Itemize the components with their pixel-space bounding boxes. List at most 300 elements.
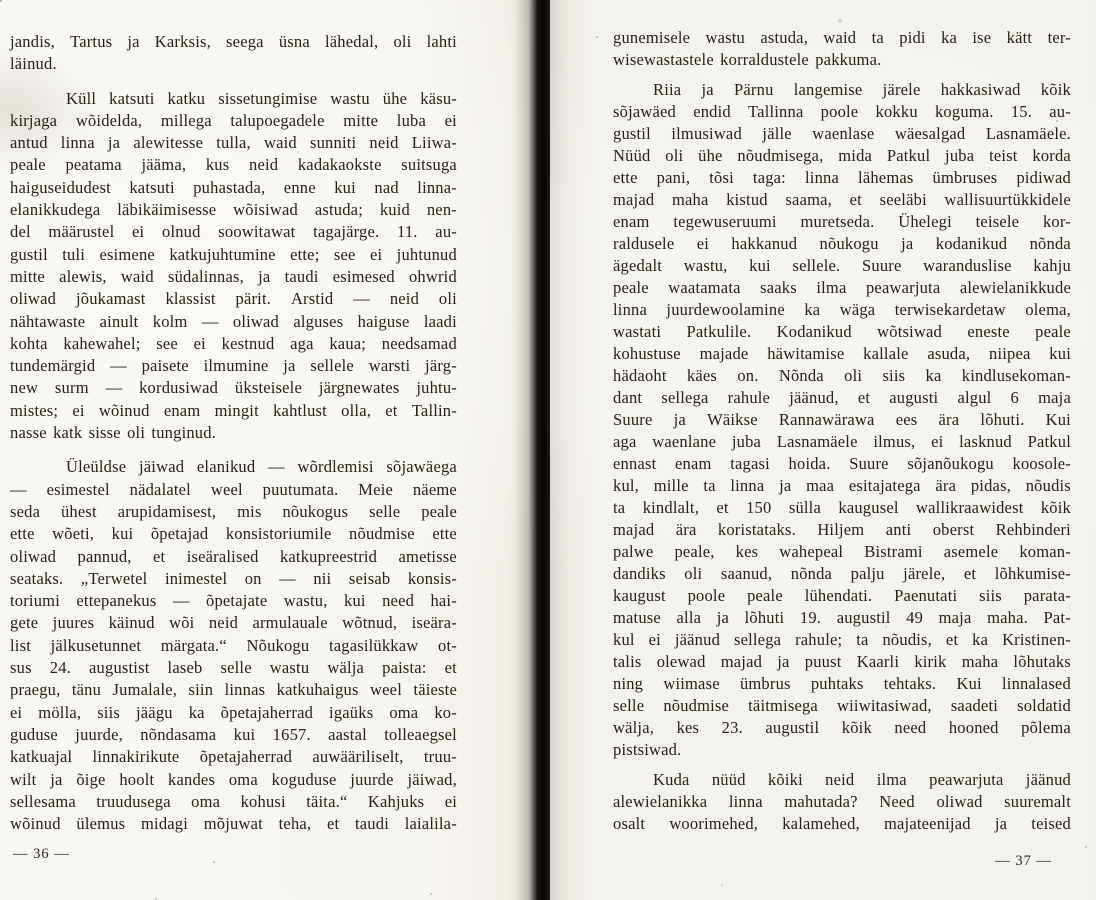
word: laadi: [423, 311, 457, 331]
word: saanud,: [720, 564, 773, 583]
word: wiiwitasiwad,: [837, 696, 932, 715]
text-line: [10, 221, 457, 243]
word: olnud: [162, 222, 201, 242]
text-line: [10, 590, 457, 612]
word: sõjawäega: [386, 457, 457, 477]
word: olewad: [656, 652, 706, 671]
word: list: [10, 635, 31, 655]
word: ilmusiwad: [671, 124, 742, 143]
word: selle: [613, 696, 645, 715]
word: linna: [613, 300, 647, 319]
word: neid: [369, 133, 399, 153]
word: elanikud: [196, 457, 256, 477]
word: ja: [994, 814, 1008, 833]
word: majateenijad: [884, 814, 971, 833]
word: ka: [972, 630, 989, 649]
word: new: [10, 378, 39, 398]
word: nõudis,: [882, 630, 932, 649]
word: sülla: [788, 498, 821, 517]
text-line: [10, 110, 457, 132]
word: märgata.“: [160, 635, 227, 655]
text-line: [10, 311, 457, 333]
word: et: [444, 658, 457, 678]
text-line: [10, 679, 457, 701]
word: mitte: [10, 266, 45, 286]
word: ei: [10, 702, 23, 722]
word: et: [963, 564, 977, 583]
word: —: [110, 356, 127, 376]
word: tagajärge.: [313, 222, 380, 242]
word: pannud,: [77, 546, 132, 566]
word: selle: [220, 658, 252, 678]
word: haiguseidudest: [10, 177, 111, 197]
text-line: [613, 343, 1071, 365]
word: Arstid: [290, 289, 334, 309]
word: lõhkumise-: [994, 564, 1071, 583]
paragraph: [10, 88, 457, 445]
word: puhastada,: [193, 177, 266, 197]
word: iseäralised: [186, 546, 259, 566]
word: paisete: [141, 356, 189, 376]
word: jälle: [762, 124, 792, 143]
word: hakkanud: [731, 234, 798, 253]
word: kadakaokste: [297, 155, 382, 175]
word: astuda;: [314, 200, 363, 220]
word: kaugusel: [838, 498, 899, 517]
word: peale: [10, 155, 46, 175]
word: üksteisele: [234, 378, 302, 398]
word: linnas: [224, 680, 266, 700]
word: talis: [613, 652, 642, 671]
word: nüüd: [711, 770, 746, 789]
word: kodanikud: [935, 234, 1008, 253]
word: täieste: [413, 680, 457, 700]
word: wälja,: [613, 718, 655, 737]
word: neid: [825, 770, 855, 789]
word: —: [268, 457, 285, 477]
word: luba: [396, 110, 427, 130]
word: juba: [945, 146, 975, 165]
word: ja: [777, 652, 790, 671]
word: teha,: [278, 814, 312, 834]
word: käinud: [108, 613, 155, 633]
paragraph: [10, 31, 457, 76]
text-line: [613, 563, 1071, 585]
text-line: [613, 27, 1071, 49]
word: kor-: [1042, 212, 1071, 231]
word: tulla,: [216, 133, 251, 153]
word: Suure: [862, 256, 902, 275]
word: oliwad: [10, 289, 57, 309]
word: käes: [686, 366, 718, 385]
word: ilma: [876, 770, 907, 789]
word: —: [10, 479, 27, 499]
word: sellele.: [792, 256, 841, 275]
word: Riia: [653, 80, 682, 99]
word: Patkul: [1027, 432, 1071, 451]
word: katsuti: [109, 88, 155, 108]
word: peale: [1035, 322, 1071, 341]
word: kahtlust: [273, 400, 327, 420]
word: parata-: [1023, 586, 1071, 605]
word: kul: [613, 630, 635, 649]
word: maa: [806, 476, 835, 495]
word: alla: [676, 608, 702, 627]
text-line: [613, 145, 1071, 167]
word: mingit: [214, 400, 259, 420]
word: niipea: [989, 344, 1031, 363]
word: häwitamise: [767, 344, 845, 363]
word: waid: [264, 133, 297, 153]
word: ja: [258, 266, 271, 286]
word: kõik: [841, 718, 872, 737]
word: südalinnas,: [167, 266, 244, 286]
word: waranduslise: [923, 256, 1012, 275]
word: kohustuse: [613, 344, 681, 363]
word: kui: [1049, 344, 1071, 363]
word: iseära-: [411, 613, 457, 633]
word: Pärnu: [734, 80, 774, 99]
word: oma: [228, 769, 258, 789]
word: jälkusetunnet: [50, 635, 142, 655]
word: midagi: [141, 814, 189, 834]
word: kaugust: [613, 586, 666, 605]
word: puust: [804, 652, 842, 671]
word: nõukogus: [282, 501, 349, 521]
word: kätt: [1006, 28, 1033, 47]
word: majad: [720, 652, 763, 671]
word: antud: [10, 133, 48, 153]
word: selle: [369, 501, 401, 521]
word: kuid: [379, 200, 410, 220]
word: kindlalt,: [642, 498, 700, 517]
word: neid: [249, 155, 279, 175]
word: sõjanõukogu: [907, 454, 994, 473]
text-line: [10, 501, 457, 523]
word: „Terwetel: [80, 568, 148, 588]
word: sellele: [310, 356, 354, 376]
word: nõnda: [1029, 234, 1071, 253]
word: neid: [389, 289, 420, 309]
word: nädalatel: [129, 479, 191, 499]
word: taga:: [752, 168, 786, 187]
word: ühest: [60, 501, 97, 521]
word: määrustel: [48, 222, 115, 242]
word: nähtawaste: [10, 311, 86, 331]
word: lasknud: [959, 432, 1012, 451]
word: oliwad: [936, 792, 983, 811]
word: koman-: [1019, 542, 1071, 561]
word: peale,: [674, 542, 715, 561]
word: põlema: [1021, 718, 1071, 737]
text-line: [10, 244, 457, 266]
word: Bistrami: [864, 542, 923, 561]
word: ei: [444, 110, 457, 130]
word: jääma,: [141, 155, 187, 175]
word: praegu,: [10, 680, 61, 700]
word: 49: [906, 608, 924, 627]
word: wäesalgad: [894, 124, 966, 143]
word: Liiwa-: [411, 133, 457, 153]
word: woorimehed,: [669, 814, 759, 833]
word: 19.: [799, 608, 822, 627]
word: kõik: [1040, 498, 1071, 517]
word: Kaarli: [856, 652, 900, 671]
word: Lasnamäele: [776, 432, 858, 451]
word: suuremalt: [1004, 792, 1071, 811]
word: koosole-: [1012, 454, 1071, 473]
text-line: [613, 211, 1071, 233]
word: augustil: [836, 608, 891, 627]
word: on.: [737, 366, 759, 385]
word: kindlusekoman-: [961, 366, 1071, 385]
word: Kristinen-: [1002, 630, 1071, 649]
paragraph: [10, 456, 457, 835]
text-line: [613, 123, 1071, 145]
word: ära: [675, 520, 697, 539]
word: õpetajate: [206, 591, 268, 611]
word: ei: [369, 244, 383, 264]
word: et: [326, 814, 340, 834]
word: katkujuhtumine: [169, 244, 276, 264]
text-line: [613, 791, 1071, 813]
word: majad: [613, 520, 655, 539]
word: peawarjuta: [929, 770, 1004, 789]
word: jandis,: [10, 32, 55, 51]
text-line: [613, 101, 1071, 123]
word: wastu,: [683, 256, 728, 275]
text-line: [613, 813, 1071, 835]
word: wallikraawidest: [916, 498, 1024, 517]
word: kul,: [613, 476, 640, 495]
word: pani,: [656, 168, 691, 187]
word: ohwrid: [408, 266, 457, 286]
word: dant: [613, 388, 643, 407]
text-line: [10, 154, 457, 176]
word: Jumalale,: [112, 680, 178, 700]
word: —: [201, 311, 219, 331]
word: oberst: [932, 520, 975, 539]
word: gete: [10, 613, 39, 633]
word: asemele: [943, 542, 999, 561]
word: palwe: [613, 542, 654, 561]
text-line: [10, 612, 457, 634]
word: matuse: [613, 608, 661, 627]
word: majad: [613, 190, 655, 209]
word: alewis,: [59, 266, 107, 286]
word: siis: [979, 586, 1002, 605]
text-line: [613, 255, 1071, 277]
word: ametisse: [398, 546, 457, 566]
word: Tallin-: [411, 400, 457, 420]
word: kahewahel;: [63, 333, 141, 353]
word: wõinud: [10, 814, 61, 834]
word: wõeti,: [52, 524, 95, 544]
word: osalt: [613, 814, 646, 833]
text-line: [613, 453, 1071, 475]
word: ta: [871, 28, 884, 47]
word: Nõnda: [778, 366, 824, 385]
word: need: [382, 591, 415, 611]
right-page: [550, 0, 1096, 900]
word: 1657.: [272, 724, 311, 744]
word: konsis-: [407, 568, 457, 588]
word: waenlase: [812, 124, 875, 143]
word: surm: [54, 378, 89, 398]
word: linna-: [417, 177, 457, 197]
word: truu-: [423, 747, 457, 767]
word: inimestel: [164, 568, 228, 588]
word: elanikkudega: [10, 200, 101, 220]
word: wõidelda,: [75, 110, 143, 130]
word: õpetajaherrad: [199, 747, 293, 767]
word: ja: [50, 769, 63, 789]
word: klassist: [165, 289, 216, 309]
word: kõik: [1040, 80, 1071, 99]
word: õpetajaherrad: [220, 702, 314, 722]
word: 23.: [721, 718, 743, 737]
word: ei: [72, 400, 85, 420]
word: linna: [730, 476, 765, 495]
word: ära: [935, 476, 957, 495]
word: enam: [163, 400, 201, 420]
word: kes: [676, 718, 700, 737]
word: tuli: [62, 244, 86, 264]
word: augusti: [889, 388, 939, 407]
word: nõudmisega,: [737, 146, 824, 165]
word: Need: [879, 792, 915, 811]
word: kallale: [863, 344, 909, 363]
word: nii: [313, 568, 332, 588]
word: endid: [693, 102, 731, 121]
word: seeläbi: [879, 190, 927, 209]
word: nõnda: [790, 564, 833, 583]
word: gustil: [10, 244, 48, 264]
word: tagasilükkaw: [328, 635, 419, 655]
word: anti: [885, 520, 912, 539]
word: esimestel: [46, 479, 110, 499]
word: konsistoriumile: [225, 524, 332, 544]
word: järg-: [425, 356, 457, 376]
text-line: [10, 702, 457, 724]
word: et: [385, 400, 398, 420]
word: wastu,: [283, 591, 328, 611]
word: ette: [432, 524, 457, 544]
word: Kuda: [653, 770, 690, 789]
word: sõjawäed: [613, 102, 676, 121]
word: wõisiwad: [233, 200, 298, 220]
word: sellega: [661, 388, 709, 407]
word: Rehbinderi: [995, 520, 1071, 539]
word: aga: [290, 333, 314, 353]
word: mõjuwat: [203, 814, 263, 834]
word: kestnud: [221, 333, 275, 353]
text-line: [613, 651, 1071, 673]
word: —: [353, 289, 370, 309]
word: kirjaga: [10, 110, 58, 130]
word: majade: [699, 344, 749, 363]
left-page-text: [10, 31, 457, 835]
word: seisab: [348, 568, 391, 588]
word: soldatid: [1017, 696, 1071, 715]
word: ter-: [1047, 28, 1071, 47]
text-line: nasse katk sisse oli tunginud.: [10, 423, 217, 443]
word: oli: [684, 564, 703, 583]
text-line: läinud.: [10, 54, 57, 74]
word: haiguse: [357, 311, 410, 331]
word: kistud: [726, 190, 768, 209]
word: ja: [673, 410, 686, 429]
word: wastu: [705, 28, 745, 47]
word: Nüüd: [613, 146, 651, 165]
word: waenlane: [652, 432, 717, 451]
text-line: [10, 288, 457, 310]
word: 15.: [1010, 102, 1033, 121]
word: ümbruses: [932, 168, 998, 187]
text-line: [613, 189, 1071, 211]
word: maja: [938, 608, 972, 627]
word: igaüks: [329, 702, 374, 722]
word: mida: [838, 146, 873, 165]
word: ei: [696, 234, 710, 253]
word: puutumata.: [262, 479, 339, 499]
word: lõhuti.: [980, 410, 1025, 429]
word: kokku: [875, 102, 918, 121]
word: jõukamast: [75, 289, 146, 309]
word: 24.: [49, 658, 71, 678]
word: wastu: [269, 658, 310, 678]
word: järgnewates: [318, 378, 400, 398]
word: et: [945, 630, 959, 649]
text-line: [10, 199, 457, 221]
word: waid: [120, 266, 154, 286]
word: juurde,: [75, 724, 123, 744]
word: peale: [747, 586, 783, 605]
text-line: [10, 791, 457, 813]
word: siin: [188, 680, 214, 700]
word: seda: [10, 501, 41, 521]
word: kordusiwad: [139, 378, 219, 398]
word: olema,: [1025, 300, 1071, 319]
word: ägedalt: [613, 256, 663, 275]
word: ilma: [816, 278, 847, 297]
word: soowitawat: [218, 222, 296, 242]
text-line: [613, 629, 1071, 651]
word: kohusi: [240, 791, 286, 811]
word: 150: [746, 498, 772, 517]
word: ka: [925, 366, 942, 385]
word: ta: [613, 498, 626, 517]
word: neid: [208, 613, 239, 633]
word: ise: [972, 28, 992, 47]
word: raldusele: [613, 234, 675, 253]
word: ja: [716, 608, 730, 627]
word: kirik: [914, 652, 947, 671]
word: katkupreestrid: [279, 546, 378, 566]
word: oliwad: [10, 546, 57, 566]
word: kus: [205, 155, 230, 175]
text-line: [10, 333, 457, 355]
word: wõinud: [98, 400, 150, 420]
word: see: [156, 333, 178, 353]
word: läbikäimisesse: [117, 200, 217, 220]
word: Kahjuks: [367, 791, 425, 811]
word: muretseda.: [800, 212, 875, 231]
word: alguses: [293, 311, 344, 331]
word: maha: [672, 190, 709, 209]
word: poole: [687, 586, 726, 605]
word: Patkulile.: [686, 322, 752, 341]
